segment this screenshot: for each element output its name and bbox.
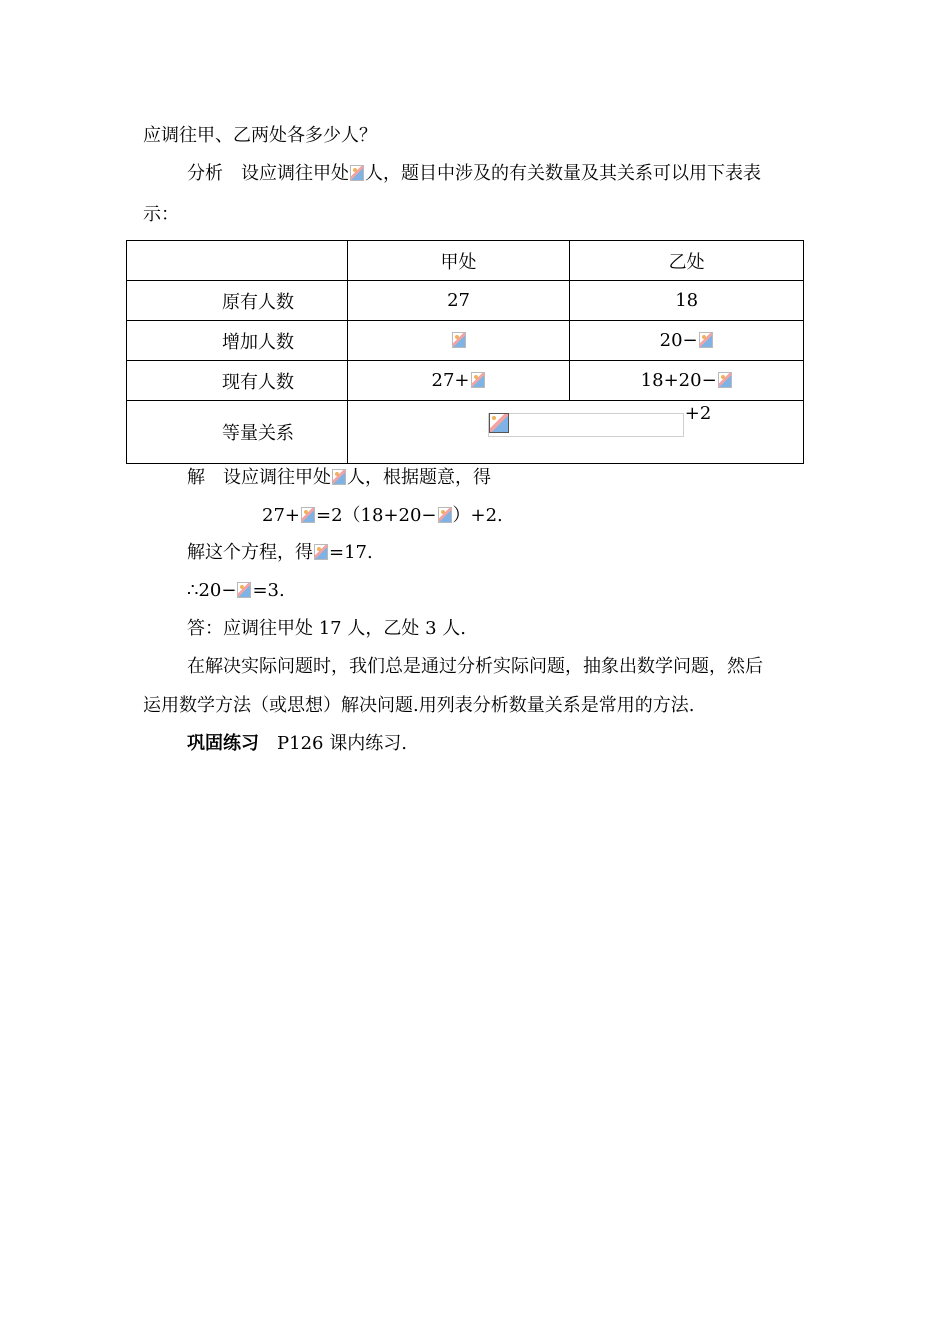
- broken-image-icon: [699, 332, 713, 348]
- summary-line-cont: 运用数学方法（或思想）解决问题.用列表分析数量关系是常用的方法.: [143, 695, 695, 716]
- table-row: [127, 361, 804, 401]
- problem-line: 应调往甲、乙两处各多少人？: [143, 125, 377, 146]
- broken-image-icon: [301, 507, 315, 523]
- equation-part: ）+2.: [452, 505, 503, 526]
- table-cell: 27: [347, 281, 570, 321]
- therefore-line: [187, 579, 285, 603]
- equation-cell: [347, 401, 803, 464]
- equation-image-frame: [488, 413, 684, 437]
- solve-result: =17.: [329, 542, 373, 563]
- row-label: 现有人数: [127, 361, 348, 401]
- analysis-line-end: 示：: [143, 204, 179, 225]
- table-header-cell: 甲处: [347, 241, 570, 281]
- therefore-result: =3.: [252, 580, 285, 601]
- table-cell: 18: [570, 281, 804, 321]
- solution-text: 设应调往甲处: [223, 467, 331, 488]
- equation-part: =2（18+20−: [316, 505, 437, 526]
- table-header-row: [127, 241, 804, 281]
- broken-image-icon: [471, 372, 485, 388]
- broken-image-icon: [350, 165, 364, 181]
- table-cell: [347, 361, 570, 401]
- solve-text: 解这个方程，得: [187, 542, 313, 563]
- therefore-text: ∴20−: [187, 580, 237, 601]
- table-row: [127, 321, 804, 361]
- table-header-cell: [127, 241, 348, 281]
- broken-image-icon: [452, 332, 466, 348]
- table-header-cell: 乙处: [570, 241, 804, 281]
- analysis-label: 分析: [187, 163, 223, 184]
- analysis-line: [187, 162, 761, 186]
- row-label: 原有人数: [127, 281, 348, 321]
- solution-line: [187, 466, 491, 490]
- broken-image-icon: [718, 372, 732, 388]
- table-row: [127, 401, 804, 464]
- solve-line: [187, 541, 373, 565]
- cell-text: 27+: [431, 370, 470, 391]
- practice-label: 巩固练习: [187, 733, 259, 754]
- broken-image-icon: [438, 507, 452, 523]
- solution-text-cont: 人，根据题意，得: [347, 467, 491, 488]
- practice-line: [187, 732, 407, 756]
- broken-image-icon: [332, 469, 346, 485]
- broken-image-icon: [237, 582, 251, 598]
- equation-line: [262, 504, 503, 528]
- summary-line: 在解决实际问题时，我们总是通过分析实际问题，抽象出数学问题，然后: [187, 656, 763, 677]
- analysis-text: 设应调往甲处: [241, 163, 349, 184]
- broken-image-icon: [314, 544, 328, 560]
- table-cell: [347, 321, 570, 361]
- answer-line: 答：应调往甲处 17 人，乙处 3 人.: [187, 618, 466, 639]
- analysis-text-cont: 人，题目中涉及的有关数量及其关系可以用下表表: [365, 163, 761, 184]
- practice-text: P126 课内练习.: [277, 733, 407, 754]
- cell-text: 20−: [659, 330, 698, 351]
- solution-label: 解: [187, 467, 205, 488]
- broken-image-icon: [489, 413, 509, 433]
- row-label: 增加人数: [127, 321, 348, 361]
- row-label: 等量关系: [127, 401, 348, 464]
- table-cell: [570, 321, 804, 361]
- quantity-table: [126, 240, 804, 464]
- equation-suffix: +2: [684, 403, 712, 424]
- equation-part: 27+: [262, 505, 300, 526]
- table-cell: [570, 361, 804, 401]
- cell-text: 18+20−: [640, 370, 717, 391]
- table-row: [127, 281, 804, 321]
